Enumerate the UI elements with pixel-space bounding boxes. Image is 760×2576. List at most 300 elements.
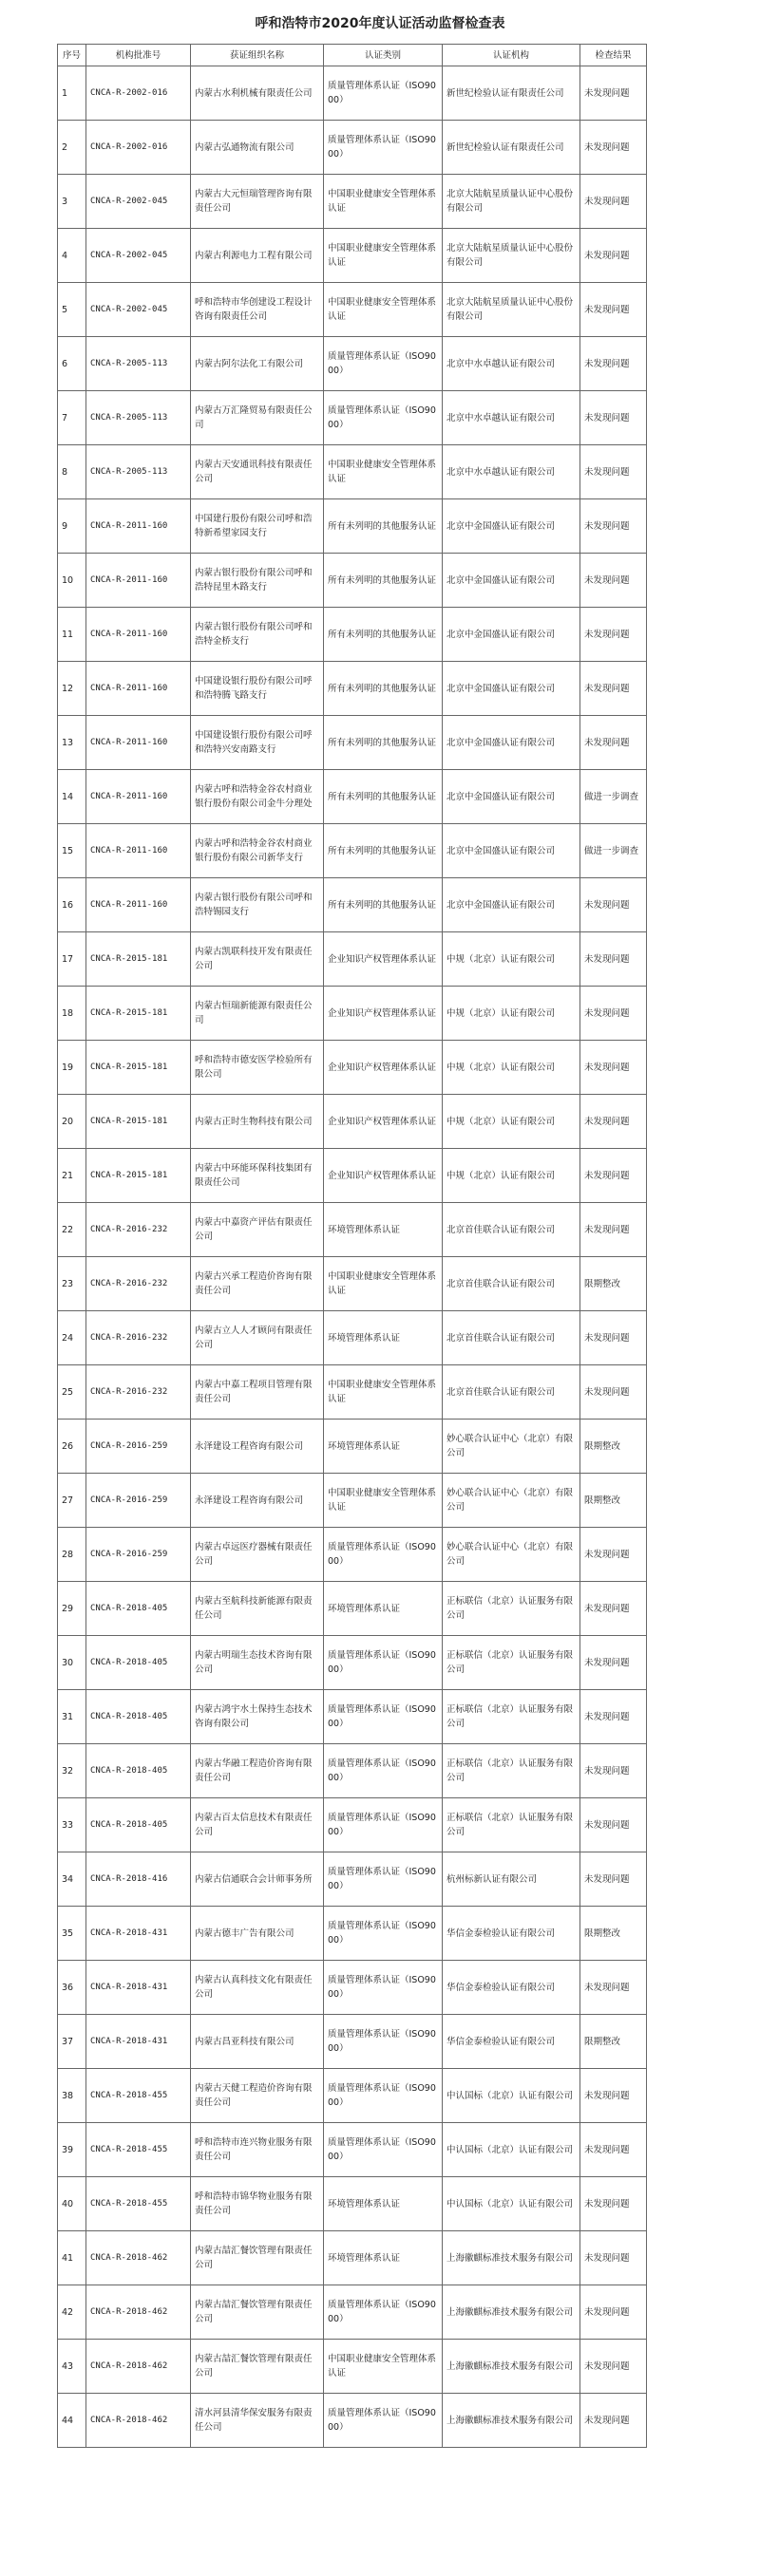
cell-certification-body: 杭州标新认证有限公司 — [443, 1852, 580, 1907]
cell-approval-number: CNCA-R-2018-462 — [86, 2340, 191, 2394]
cell-organization: 中国建设银行股份有限公司呼和浩特兴安南路支行 — [191, 716, 324, 770]
cell-approval-number: CNCA-R-2016-259 — [86, 1528, 191, 1582]
cell-index: 20 — [58, 1095, 86, 1149]
table-header-row — [58, 45, 647, 66]
cell-certification-type: 中国职业健康安全管理体系认证 — [324, 1365, 443, 1420]
cell-certification-body: 妙心联合认证中心（北京）有限公司 — [443, 1528, 580, 1582]
cell-certification-body: 华信金泰检验认证有限公司 — [443, 1961, 580, 2015]
cell-organization: 内蒙古兴承工程造价咨询有限责任公司 — [191, 1257, 324, 1311]
cell-certification-body: 正标联信（北京）认证服务有限公司 — [443, 1744, 580, 1798]
cell-organization: 内蒙古信通联合会计师事务所 — [191, 1852, 324, 1907]
cell-result: 未发现问题 — [580, 1095, 647, 1149]
cell-result: 未发现问题 — [580, 608, 647, 662]
cell-organization: 内蒙古天安通讯科技有限责任公司 — [191, 445, 324, 499]
cell-organization: 内蒙古喆汇餐饮管理有限责任公司 — [191, 2231, 324, 2285]
cell-result: 未发现问题 — [580, 1365, 647, 1420]
cell-index: 36 — [58, 1961, 86, 2015]
cell-index: 38 — [58, 2069, 86, 2123]
cell-approval-number: CNCA-R-2018-462 — [86, 2231, 191, 2285]
cell-index: 6 — [58, 337, 86, 391]
cell-approval-number: CNCA-R-2016-232 — [86, 1311, 191, 1365]
cell-result: 未发现问题 — [580, 1528, 647, 1582]
cell-certification-type: 质量管理体系认证（ISO9000） — [324, 2123, 443, 2177]
cell-certification-type: 企业知识产权管理体系认证 — [324, 932, 443, 987]
header-certification-type: 认证类别 — [324, 45, 443, 66]
table-row — [58, 1798, 647, 1852]
cell-organization: 永泽建设工程咨询有限公司 — [191, 1420, 324, 1474]
cell-index: 5 — [58, 283, 86, 337]
cell-result: 做进一步调查 — [580, 770, 647, 824]
cell-index: 24 — [58, 1311, 86, 1365]
cell-index: 13 — [58, 716, 86, 770]
cell-certification-body: 中认国标（北京）认证有限公司 — [443, 2123, 580, 2177]
cell-certification-body: 北京首佳联合认证有限公司 — [443, 1311, 580, 1365]
cell-result: 未发现问题 — [580, 554, 647, 608]
cell-result: 未发现问题 — [580, 337, 647, 391]
cell-organization: 呼和浩特市德安医学检验所有限公司 — [191, 1041, 324, 1095]
cell-certification-body: 中规（北京）认证有限公司 — [443, 1041, 580, 1095]
cell-organization: 内蒙古昌亚科技有限公司 — [191, 2015, 324, 2069]
cell-result: 限期整改 — [580, 1907, 647, 1961]
cell-certification-body: 中认国标（北京）认证有限公司 — [443, 2069, 580, 2123]
cell-certification-type: 环境管理体系认证 — [324, 1582, 443, 1636]
cell-certification-type: 所有未列明的其他服务认证 — [324, 878, 443, 932]
table-row — [58, 1582, 647, 1636]
cell-certification-body: 华信金泰检验认证有限公司 — [443, 1907, 580, 1961]
cell-result: 未发现问题 — [580, 2394, 647, 2448]
cell-organization: 中国建行股份有限公司呼和浩特新希望家园支行 — [191, 499, 324, 554]
cell-index: 44 — [58, 2394, 86, 2448]
cell-index: 41 — [58, 2231, 86, 2285]
cell-result: 未发现问题 — [580, 1690, 647, 1744]
cell-certification-body: 北京中金国盛认证有限公司 — [443, 878, 580, 932]
cell-certification-type: 所有未列明的其他服务认证 — [324, 608, 443, 662]
cell-certification-body: 北京中金国盛认证有限公司 — [443, 499, 580, 554]
cell-approval-number: CNCA-R-2018-455 — [86, 2123, 191, 2177]
table-row — [58, 2177, 647, 2231]
cell-organization: 内蒙古呼和浩特金谷农村商业银行股份有限公司金牛分理处 — [191, 770, 324, 824]
table-row — [58, 2123, 647, 2177]
table-row — [58, 1311, 647, 1365]
header-approval-number: 机构批准号 — [86, 45, 191, 66]
cell-approval-number: CNCA-R-2018-405 — [86, 1798, 191, 1852]
inspection-table — [57, 44, 647, 2448]
cell-approval-number: CNCA-R-2018-455 — [86, 2069, 191, 2123]
cell-index: 3 — [58, 175, 86, 229]
cell-approval-number: CNCA-R-2018-462 — [86, 2394, 191, 2448]
cell-index: 30 — [58, 1636, 86, 1690]
cell-organization: 内蒙古喆汇餐饮管理有限责任公司 — [191, 2285, 324, 2340]
cell-approval-number: CNCA-R-2018-416 — [86, 1852, 191, 1907]
cell-certification-type: 质量管理体系认证（ISO9000） — [324, 1907, 443, 1961]
cell-result: 限期整改 — [580, 1474, 647, 1528]
cell-index: 39 — [58, 2123, 86, 2177]
table-row — [58, 2340, 647, 2394]
cell-certification-body: 新世纪检验认证有限责任公司 — [443, 66, 580, 121]
table-row — [58, 2069, 647, 2123]
cell-approval-number: CNCA-R-2018-405 — [86, 1690, 191, 1744]
cell-certification-type: 质量管理体系认证（ISO9000） — [324, 337, 443, 391]
cell-organization: 内蒙古立人人才顾问有限责任公司 — [191, 1311, 324, 1365]
table-row — [58, 770, 647, 824]
cell-certification-type: 环境管理体系认证 — [324, 1420, 443, 1474]
cell-index: 25 — [58, 1365, 86, 1420]
cell-certification-type: 质量管理体系认证（ISO9000） — [324, 2069, 443, 2123]
cell-approval-number: CNCA-R-2018-462 — [86, 2285, 191, 2340]
cell-approval-number: CNCA-R-2002-016 — [86, 66, 191, 121]
cell-organization: 内蒙古至航科技新能源有限责任公司 — [191, 1582, 324, 1636]
cell-approval-number: CNCA-R-2016-232 — [86, 1365, 191, 1420]
cell-approval-number: CNCA-R-2018-405 — [86, 1636, 191, 1690]
cell-certification-type: 质量管理体系认证（ISO9000） — [324, 1690, 443, 1744]
cell-approval-number: CNCA-R-2002-045 — [86, 229, 191, 283]
table-row — [58, 1474, 647, 1528]
cell-certification-body: 正标联信（北京）认证服务有限公司 — [443, 1690, 580, 1744]
table-row — [58, 1041, 647, 1095]
cell-index: 34 — [58, 1852, 86, 1907]
cell-result: 限期整改 — [580, 1257, 647, 1311]
cell-result: 未发现问题 — [580, 1041, 647, 1095]
cell-approval-number: CNCA-R-2011-160 — [86, 824, 191, 878]
cell-result: 未发现问题 — [580, 1852, 647, 1907]
cell-index: 12 — [58, 662, 86, 716]
cell-organization: 内蒙古银行股份有限公司呼和浩特昆里木路支行 — [191, 554, 324, 608]
cell-approval-number: CNCA-R-2015-181 — [86, 932, 191, 987]
cell-organization: 内蒙古中环能环保科技集团有限责任公司 — [191, 1149, 324, 1203]
cell-certification-type: 中国职业健康安全管理体系认证 — [324, 175, 443, 229]
table-row — [58, 1365, 647, 1420]
cell-certification-type: 企业知识产权管理体系认证 — [324, 1095, 443, 1149]
cell-certification-body: 中认国标（北京）认证有限公司 — [443, 2177, 580, 2231]
table-row — [58, 1257, 647, 1311]
table-row — [58, 1420, 647, 1474]
cell-result: 未发现问题 — [580, 2340, 647, 2394]
cell-approval-number: CNCA-R-2005-113 — [86, 337, 191, 391]
cell-organization: 呼和浩特市锦华物业服务有限责任公司 — [191, 2177, 324, 2231]
cell-certification-type: 环境管理体系认证 — [324, 2231, 443, 2285]
cell-certification-body: 中规（北京）认证有限公司 — [443, 1095, 580, 1149]
table-row — [58, 932, 647, 987]
cell-certification-body: 上海徽麒标准技术服务有限公司 — [443, 2231, 580, 2285]
cell-result: 未发现问题 — [580, 175, 647, 229]
cell-index: 11 — [58, 608, 86, 662]
cell-approval-number: CNCA-R-2016-232 — [86, 1203, 191, 1257]
cell-result: 未发现问题 — [580, 66, 647, 121]
table-row — [58, 1528, 647, 1582]
cell-certification-body: 正标联信（北京）认证服务有限公司 — [443, 1582, 580, 1636]
cell-certification-type: 中国职业健康安全管理体系认证 — [324, 229, 443, 283]
cell-organization: 内蒙古中嘉资产评估有限责任公司 — [191, 1203, 324, 1257]
cell-certification-body: 新世纪检验认证有限责任公司 — [443, 121, 580, 175]
cell-index: 31 — [58, 1690, 86, 1744]
page-title: 呼和浩特市2020年度认证活动监督检查表 — [255, 16, 505, 31]
cell-certification-type: 质量管理体系认证（ISO9000） — [324, 121, 443, 175]
cell-organization: 内蒙古天健工程造价咨询有限责任公司 — [191, 2069, 324, 2123]
cell-organization: 永泽建设工程咨询有限公司 — [191, 1474, 324, 1528]
cell-certification-type: 中国职业健康安全管理体系认证 — [324, 2340, 443, 2394]
cell-certification-body: 中规（北京）认证有限公司 — [443, 1149, 580, 1203]
cell-result: 未发现问题 — [580, 1636, 647, 1690]
header-index: 序号 — [58, 45, 86, 66]
cell-certification-body: 北京大陆航星质量认证中心股份有限公司 — [443, 229, 580, 283]
cell-index: 40 — [58, 2177, 86, 2231]
table-row — [58, 1961, 647, 2015]
cell-organization: 内蒙古凯联科技开发有限责任公司 — [191, 932, 324, 987]
cell-approval-number: CNCA-R-2011-160 — [86, 499, 191, 554]
cell-organization: 内蒙古德丰广告有限公司 — [191, 1907, 324, 1961]
cell-index: 21 — [58, 1149, 86, 1203]
cell-approval-number: CNCA-R-2016-259 — [86, 1474, 191, 1528]
cell-certification-type: 质量管理体系认证（ISO9000） — [324, 2015, 443, 2069]
cell-certification-type: 所有未列明的其他服务认证 — [324, 716, 443, 770]
table-row — [58, 662, 647, 716]
cell-approval-number: CNCA-R-2011-160 — [86, 878, 191, 932]
table-row — [58, 2015, 647, 2069]
table-row — [58, 878, 647, 932]
cell-organization: 清水河县清华保安服务有限责任公司 — [191, 2394, 324, 2448]
cell-organization: 内蒙古中嘉工程项目管理有限责任公司 — [191, 1365, 324, 1420]
table-row — [58, 229, 647, 283]
table-row — [58, 987, 647, 1041]
cell-approval-number: CNCA-R-2015-181 — [86, 1149, 191, 1203]
cell-certification-body: 北京中金国盛认证有限公司 — [443, 770, 580, 824]
table-row — [58, 121, 647, 175]
cell-result: 未发现问题 — [580, 2069, 647, 2123]
cell-index: 23 — [58, 1257, 86, 1311]
table-row — [58, 2231, 647, 2285]
cell-certification-type: 质量管理体系认证（ISO9000） — [324, 1852, 443, 1907]
cell-certification-body: 正标联信（北京）认证服务有限公司 — [443, 1798, 580, 1852]
cell-certification-body: 上海徽麒标准技术服务有限公司 — [443, 2340, 580, 2394]
table-row — [58, 716, 647, 770]
table-row — [58, 1690, 647, 1744]
cell-certification-body: 上海徽麒标准技术服务有限公司 — [443, 2285, 580, 2340]
table-row — [58, 445, 647, 499]
cell-index: 16 — [58, 878, 86, 932]
cell-approval-number: CNCA-R-2002-045 — [86, 283, 191, 337]
table-body — [58, 66, 647, 2448]
cell-approval-number: CNCA-R-2015-181 — [86, 987, 191, 1041]
cell-certification-type: 质量管理体系认证（ISO9000） — [324, 391, 443, 445]
cell-index: 42 — [58, 2285, 86, 2340]
cell-result: 限期整改 — [580, 2015, 647, 2069]
cell-result: 未发现问题 — [580, 2123, 647, 2177]
cell-index: 9 — [58, 499, 86, 554]
cell-organization: 内蒙古万汇隆贸易有限责任公司 — [191, 391, 324, 445]
cell-organization: 内蒙古阿尔法化工有限公司 — [191, 337, 324, 391]
cell-result: 未发现问题 — [580, 2177, 647, 2231]
cell-result: 未发现问题 — [580, 878, 647, 932]
cell-approval-number: CNCA-R-2018-455 — [86, 2177, 191, 2231]
cell-certification-body: 北京首佳联合认证有限公司 — [443, 1257, 580, 1311]
cell-result: 未发现问题 — [580, 229, 647, 283]
table-row — [58, 66, 647, 121]
cell-organization: 内蒙古恒瑞新能源有限责任公司 — [191, 987, 324, 1041]
cell-index: 29 — [58, 1582, 86, 1636]
table-row — [58, 1907, 647, 1961]
cell-certification-body: 北京中金国盛认证有限公司 — [443, 662, 580, 716]
cell-result: 做进一步调查 — [580, 824, 647, 878]
cell-certification-type: 中国职业健康安全管理体系认证 — [324, 1257, 443, 1311]
cell-certification-type: 所有未列明的其他服务认证 — [324, 824, 443, 878]
cell-certification-type: 质量管理体系认证（ISO9000） — [324, 66, 443, 121]
cell-approval-number: CNCA-R-2018-431 — [86, 1907, 191, 1961]
cell-result: 未发现问题 — [580, 445, 647, 499]
cell-index: 18 — [58, 987, 86, 1041]
cell-approval-number: CNCA-R-2018-431 — [86, 2015, 191, 2069]
header-organization: 获证组织名称 — [191, 45, 324, 66]
cell-approval-number: CNCA-R-2002-045 — [86, 175, 191, 229]
cell-approval-number: CNCA-R-2015-181 — [86, 1095, 191, 1149]
cell-result: 未发现问题 — [580, 1961, 647, 2015]
cell-organization: 内蒙古弘通物流有限公司 — [191, 121, 324, 175]
cell-certification-body: 北京首佳联合认证有限公司 — [443, 1365, 580, 1420]
cell-certification-type: 环境管理体系认证 — [324, 1311, 443, 1365]
cell-certification-body: 北京中水卓越认证有限公司 — [443, 391, 580, 445]
table-row — [58, 608, 647, 662]
cell-certification-type: 中国职业健康安全管理体系认证 — [324, 283, 443, 337]
cell-certification-body: 北京大陆航星质量认证中心股份有限公司 — [443, 175, 580, 229]
table-row — [58, 1149, 647, 1203]
header-result: 检查结果 — [580, 45, 647, 66]
cell-certification-type: 中国职业健康安全管理体系认证 — [324, 445, 443, 499]
cell-organization: 呼和浩特市连兴物业服务有限责任公司 — [191, 2123, 324, 2177]
cell-result: 未发现问题 — [580, 2231, 647, 2285]
cell-certification-type: 企业知识产权管理体系认证 — [324, 1149, 443, 1203]
cell-result: 未发现问题 — [580, 1149, 647, 1203]
cell-certification-body: 北京大陆航星质量认证中心股份有限公司 — [443, 283, 580, 337]
cell-certification-body: 妙心联合认证中心（北京）有限公司 — [443, 1420, 580, 1474]
cell-certification-type: 质量管理体系认证（ISO9000） — [324, 1744, 443, 1798]
cell-approval-number: CNCA-R-2011-160 — [86, 716, 191, 770]
table-row — [58, 1852, 647, 1907]
cell-result: 未发现问题 — [580, 932, 647, 987]
cell-certification-type: 所有未列明的其他服务认证 — [324, 499, 443, 554]
cell-index: 33 — [58, 1798, 86, 1852]
cell-certification-body: 中规（北京）认证有限公司 — [443, 987, 580, 1041]
cell-certification-type: 质量管理体系认证（ISO9000） — [324, 1961, 443, 2015]
cell-index: 10 — [58, 554, 86, 608]
table-row — [58, 337, 647, 391]
cell-approval-number: CNCA-R-2011-160 — [86, 662, 191, 716]
cell-certification-type: 质量管理体系认证（ISO9000） — [324, 2285, 443, 2340]
cell-organization: 内蒙古华融工程造价咨询有限责任公司 — [191, 1744, 324, 1798]
cell-certification-type: 企业知识产权管理体系认证 — [324, 1041, 443, 1095]
cell-organization: 中国建设银行股份有限公司呼和浩特腾飞路支行 — [191, 662, 324, 716]
cell-organization: 内蒙古银行股份有限公司呼和浩特锡园支行 — [191, 878, 324, 932]
cell-certification-type: 环境管理体系认证 — [324, 2177, 443, 2231]
cell-index: 28 — [58, 1528, 86, 1582]
cell-result: 未发现问题 — [580, 987, 647, 1041]
cell-organization: 内蒙古银行股份有限公司呼和浩特金桥支行 — [191, 608, 324, 662]
cell-result: 未发现问题 — [580, 662, 647, 716]
cell-index: 26 — [58, 1420, 86, 1474]
cell-approval-number: CNCA-R-2005-113 — [86, 445, 191, 499]
cell-certification-body: 北京中金国盛认证有限公司 — [443, 554, 580, 608]
cell-index: 27 — [58, 1474, 86, 1528]
cell-index: 4 — [58, 229, 86, 283]
cell-index: 32 — [58, 1744, 86, 1798]
cell-result: 未发现问题 — [580, 391, 647, 445]
cell-certification-type: 所有未列明的其他服务认证 — [324, 554, 443, 608]
cell-result: 未发现问题 — [580, 121, 647, 175]
cell-organization: 内蒙古鸿宇水土保持生态技术咨询有限公司 — [191, 1690, 324, 1744]
cell-index: 17 — [58, 932, 86, 987]
cell-approval-number: CNCA-R-2015-181 — [86, 1041, 191, 1095]
cell-certification-type: 质量管理体系认证（ISO9000） — [324, 1798, 443, 1852]
cell-certification-body: 中规（北京）认证有限公司 — [443, 932, 580, 987]
table-row — [58, 175, 647, 229]
cell-certification-body: 北京首佳联合认证有限公司 — [443, 1203, 580, 1257]
cell-approval-number: CNCA-R-2011-160 — [86, 554, 191, 608]
cell-approval-number: CNCA-R-2011-160 — [86, 770, 191, 824]
cell-result: 未发现问题 — [580, 1311, 647, 1365]
cell-organization: 内蒙古喆汇餐饮管理有限责任公司 — [191, 2340, 324, 2394]
cell-certification-type: 质量管理体系认证（ISO9000） — [324, 1636, 443, 1690]
header-certification-body: 认证机构 — [443, 45, 580, 66]
cell-result: 限期整改 — [580, 1420, 647, 1474]
cell-certification-body: 北京中金国盛认证有限公司 — [443, 608, 580, 662]
cell-index: 19 — [58, 1041, 86, 1095]
cell-certification-body: 妙心联合认证中心（北京）有限公司 — [443, 1474, 580, 1528]
table-row — [58, 1744, 647, 1798]
cell-organization: 呼和浩特市华创建设工程设计咨询有限责任公司 — [191, 283, 324, 337]
cell-organization: 内蒙古明瑞生态技术咨询有限公司 — [191, 1636, 324, 1690]
table-row — [58, 554, 647, 608]
cell-index: 37 — [58, 2015, 86, 2069]
cell-index: 35 — [58, 1907, 86, 1961]
cell-result: 未发现问题 — [580, 1744, 647, 1798]
cell-approval-number: CNCA-R-2011-160 — [86, 608, 191, 662]
table-row — [58, 824, 647, 878]
cell-organization: 内蒙古卓远医疗器械有限责任公司 — [191, 1528, 324, 1582]
cell-organization: 内蒙古呼和浩特金谷农村商业银行股份有限公司新华支行 — [191, 824, 324, 878]
cell-index: 22 — [58, 1203, 86, 1257]
cell-result: 未发现问题 — [580, 283, 647, 337]
cell-certification-type: 所有未列明的其他服务认证 — [324, 662, 443, 716]
cell-index: 43 — [58, 2340, 86, 2394]
cell-organization: 内蒙古认真科技文化有限责任公司 — [191, 1961, 324, 2015]
cell-result: 未发现问题 — [580, 499, 647, 554]
table-row — [58, 1095, 647, 1149]
cell-approval-number: CNCA-R-2005-113 — [86, 391, 191, 445]
cell-certification-type: 质量管理体系认证（ISO9000） — [324, 1528, 443, 1582]
cell-organization: 内蒙古利源电力工程有限公司 — [191, 229, 324, 283]
cell-approval-number: CNCA-R-2016-232 — [86, 1257, 191, 1311]
cell-certification-body: 北京中金国盛认证有限公司 — [443, 716, 580, 770]
table-row — [58, 391, 647, 445]
cell-result: 未发现问题 — [580, 716, 647, 770]
table-row — [58, 1636, 647, 1690]
table-row — [58, 499, 647, 554]
cell-approval-number: CNCA-R-2016-259 — [86, 1420, 191, 1474]
cell-result: 未发现问题 — [580, 1203, 647, 1257]
cell-certification-type: 质量管理体系认证（ISO9000） — [324, 2394, 443, 2448]
cell-result: 未发现问题 — [580, 1798, 647, 1852]
cell-result: 未发现问题 — [580, 1582, 647, 1636]
cell-certification-body: 上海徽麒标准技术服务有限公司 — [443, 2394, 580, 2448]
cell-certification-body: 北京中水卓越认证有限公司 — [443, 337, 580, 391]
cell-result: 未发现问题 — [580, 2285, 647, 2340]
cell-certification-type: 企业知识产权管理体系认证 — [324, 987, 443, 1041]
cell-certification-type: 中国职业健康安全管理体系认证 — [324, 1474, 443, 1528]
table-row — [58, 1203, 647, 1257]
cell-organization: 内蒙古百太信息技术有限责任公司 — [191, 1798, 324, 1852]
cell-certification-body: 北京中金国盛认证有限公司 — [443, 824, 580, 878]
table-row — [58, 2285, 647, 2340]
cell-organization: 内蒙古水利机械有限责任公司 — [191, 66, 324, 121]
cell-certification-body: 华信金泰检验认证有限公司 — [443, 2015, 580, 2069]
